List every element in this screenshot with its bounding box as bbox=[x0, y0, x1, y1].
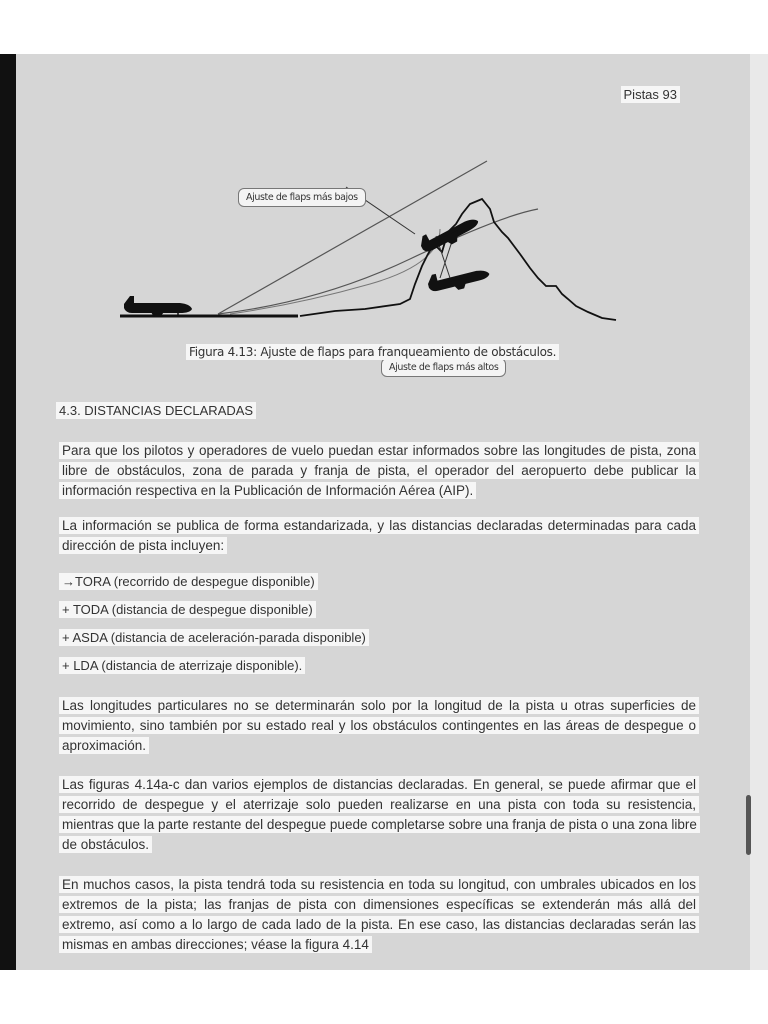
document-page bbox=[16, 54, 750, 970]
paragraph-4-text: Las figuras 4.14a-c dan varios ejemplos de distancias declaradas. En general, se puede afirmar que el recorrido de despegue y el aterrizaje solo pueden realizarse en una pista con toda su resistencia, mientras que la parte restante del despegue puede completarse sobre una franja de pista o una zona libre de obstáculos. bbox=[59, 776, 700, 853]
page-header bbox=[621, 87, 680, 102]
callout-high-flaps: Ajuste de flaps más altos bbox=[381, 358, 506, 377]
top-margin bbox=[0, 0, 768, 54]
paragraph-2-text: La información se publica de forma estandarizada, y las distancias declaradas determinadas para cada dirección de pista incluyen: bbox=[59, 517, 699, 554]
paragraph-5 bbox=[59, 875, 699, 955]
paragraph-4 bbox=[59, 775, 699, 855]
paragraph-1 bbox=[59, 441, 699, 501]
list-item-lda bbox=[59, 658, 305, 673]
climb-path-mid bbox=[230, 229, 440, 314]
section-title bbox=[56, 403, 256, 418]
paragraph-3 bbox=[59, 696, 699, 756]
paragraph-5-text: En muchos casos, la pista tendrá toda su resistencia en toda su longitud, con umbrales ubicados en los extremos de la pista; las franjas de pista con dimensiones específicas se extenderán más allá del extremo, así como a lo largo de cada lado de la pista. En ese caso, las distancias declaradas serán las mismas en ambas direcciones; véase la figura 4.14 bbox=[59, 876, 699, 953]
list-item-toda-text: + TODA (distancia de despegue disponible) bbox=[59, 601, 316, 618]
figure-caption bbox=[186, 345, 559, 359]
vertical-scrollbar[interactable] bbox=[746, 795, 751, 855]
airplane-high-flaps-icon bbox=[426, 261, 491, 296]
paragraph-2 bbox=[59, 516, 699, 556]
callout-low-flaps: Ajuste de flaps más bajos bbox=[238, 188, 366, 207]
list-item-tora bbox=[59, 574, 318, 589]
list-item-tora-text: →TORA (recorrido de despegue disponible) bbox=[59, 573, 318, 590]
airplane-ground-icon bbox=[124, 296, 192, 317]
list-item-lda-text: + LDA (distancia de aterrizaje disponible). bbox=[59, 657, 305, 674]
list-item-toda bbox=[59, 602, 316, 617]
section-title-text: 4.3. DISTANCIAS DECLARADAS bbox=[56, 402, 256, 419]
left-edge bbox=[0, 54, 16, 970]
list-item-asda-text: + ASDA (distancia de aceleración-parada disponible) bbox=[59, 629, 369, 646]
bottom-margin bbox=[0, 970, 768, 1024]
page-number: Pistas 93 bbox=[621, 86, 680, 103]
figure-caption-text: Figura 4.13: Ajuste de flaps para franqueamiento de obstáculos. bbox=[186, 344, 559, 360]
climb-path-high-flaps bbox=[218, 209, 538, 314]
paragraph-3-text: Las longitudes particulares no se determinarán solo por la longitud de la pista u otras superficies de movimiento, sino también por su estado real y los obstáculos contingentes en las áreas de despegue o aproximación. bbox=[59, 697, 699, 754]
paragraph-1-text: Para que los pilotos y operadores de vuelo puedan estar informados sobre las longitudes de pista, zona libre de obstáculos, zona de parada y franja de pista, el operador del aeropuerto debe publicar la información respectiva en la Publicación de Información Aérea (AIP). bbox=[59, 442, 699, 499]
list-item-asda bbox=[59, 630, 369, 645]
mountain-obstacle bbox=[300, 199, 616, 320]
right-edge bbox=[750, 54, 768, 970]
